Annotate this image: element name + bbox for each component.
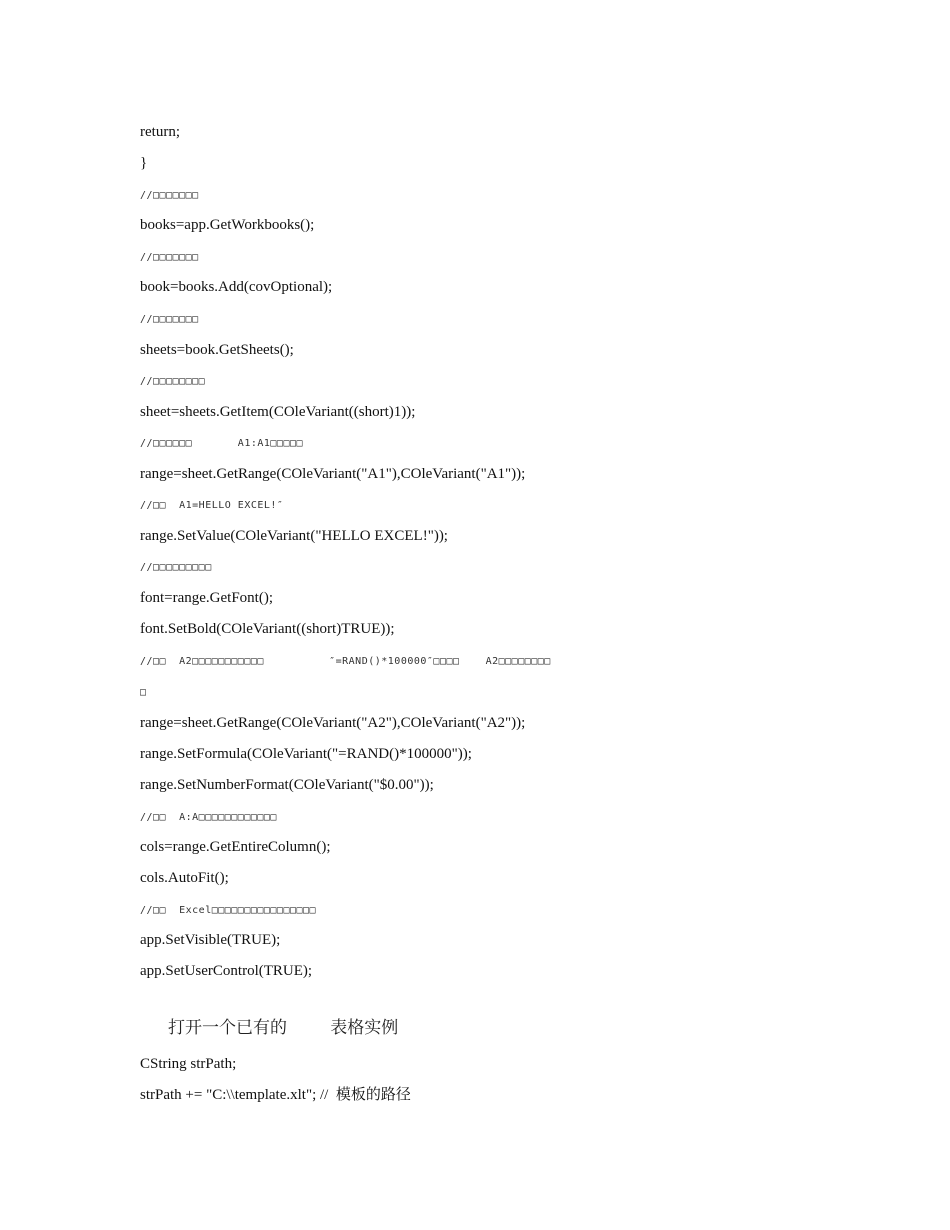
code-line: sheet=sheets.GetItem(COleVariant((short)1)); xyxy=(140,404,416,420)
comment-line: //□□ Excel□□□□□□□□□□□□□□□□ xyxy=(140,905,317,916)
code-line: range.SetValue(COleVariant("HELLO EXCEL!")); xyxy=(140,528,448,544)
comment-line: //□□□□□□ A1:A1□□□□□ xyxy=(140,438,304,449)
comment-line: //□□ A:A□□□□□□□□□□□□ xyxy=(140,812,277,823)
code-line: book=books.Add(covOptional); xyxy=(140,279,333,295)
code-line: cols.AutoFit(); xyxy=(140,870,229,886)
code-line: range.SetFormula(COleVariant("=RAND()*100000")); xyxy=(140,746,472,762)
comment-line: □ xyxy=(140,687,147,698)
code-line: range=sheet.GetRange(COleVariant("A2"),COleVariant("A2")); xyxy=(140,715,526,731)
code-line: CString strPath; xyxy=(140,1056,237,1072)
comment-line: //□□ A1=HELLO EXCEL!″ xyxy=(140,500,284,511)
comment-line: //□□ A2□□□□□□□□□□□ ″=RAND()*100000″□□□□ A2□□□□□□□□ xyxy=(140,656,551,667)
code-line: books=app.GetWorkbooks(); xyxy=(140,217,315,233)
section-heading: 打开一个已有的 表格实例 xyxy=(168,1018,399,1038)
comment-line: //□□□□□□□□ xyxy=(140,376,206,387)
code-line: } xyxy=(140,155,148,171)
code-line: font.SetBold(COleVariant((short)TRUE)); xyxy=(140,621,395,637)
code-line: range=sheet.GetRange(COleVariant("A1"),COleVariant("A1")); xyxy=(140,466,526,482)
code-line: font=range.GetFont(); xyxy=(140,590,274,606)
comment-line: //□□□□□□□ xyxy=(140,190,199,201)
code-line: sheets=book.GetSheets(); xyxy=(140,342,294,358)
comment-line: //□□□□□□□ xyxy=(140,252,199,263)
code-line: range.SetNumberFormat(COleVariant("$0.00")); xyxy=(140,777,434,793)
code-line: cols=range.GetEntireColumn(); xyxy=(140,839,331,855)
code-line: return; xyxy=(140,124,180,140)
comment-line: //□□□□□□□□□ xyxy=(140,562,212,573)
comment-line: //□□□□□□□ xyxy=(140,314,199,325)
code-line: strPath += "C:\\template.xlt"; // 模板的路径 xyxy=(140,1087,411,1103)
code-line: app.SetUserControl(TRUE); xyxy=(140,963,313,979)
code-line: app.SetVisible(TRUE); xyxy=(140,932,281,948)
